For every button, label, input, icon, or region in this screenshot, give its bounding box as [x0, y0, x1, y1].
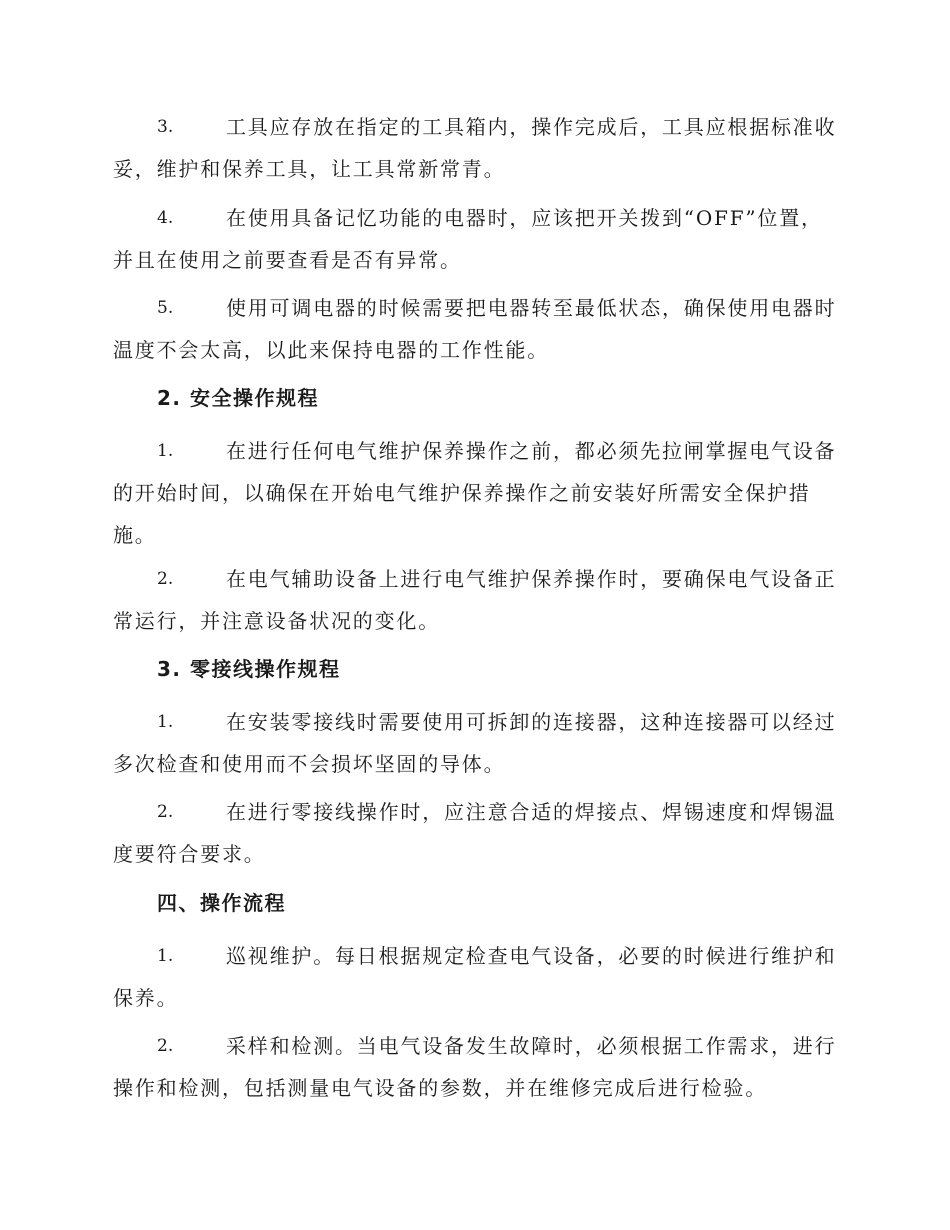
- item-text: 在安装零接线时需要使用可拆卸的连接器，这种连接器可以经过: [226, 710, 837, 734]
- item-text: 温度不会太高，以此来保持电器的工作性能。: [113, 338, 549, 362]
- item-text: 施。: [113, 523, 157, 547]
- item-number: 1.: [157, 712, 174, 732]
- item-text: 工具应存放在指定的工具箱内，操作完成后，工具应根据标准收: [226, 115, 837, 139]
- item-text: 使用可调电器的时候需要把电器转至最低状态，确保使用电器时: [226, 296, 837, 320]
- item-text: 多次检查和使用而不会损坏坚固的导体。: [113, 752, 506, 776]
- section-heading: 2. 安全操作规程: [157, 386, 319, 410]
- section-heading: 3. 零接线操作规程: [157, 657, 341, 681]
- list-item: [113, 558, 837, 642]
- item-text: 在使用具备记忆功能的电器时，应该把开关拨到“OFF”位置，: [226, 206, 823, 230]
- item-text: 操作和检测，包括测量电气设备的参数，并在维修完成后进行检验。: [113, 1076, 767, 1100]
- list-item: [113, 791, 837, 875]
- item-text: 采样和检测。当电气设备发生故障时，必须根据工作需求，进行: [226, 1034, 837, 1058]
- item-number: 1.: [157, 946, 174, 966]
- item-number: 2.: [157, 569, 174, 589]
- item-number: 5.: [157, 298, 174, 318]
- list-item: [113, 701, 837, 785]
- list-item: [113, 197, 833, 281]
- list-item: [113, 287, 837, 371]
- item-text: 在进行任何电气维护保养操作之前，都必须先拉闸掌握电气设备: [226, 439, 837, 463]
- list-item: [113, 430, 837, 556]
- item-number: 2.: [157, 802, 174, 822]
- item-text: 保养。: [113, 986, 179, 1010]
- item-number: 1.: [157, 441, 174, 461]
- item-number: 4.: [157, 208, 174, 228]
- list-item: [113, 935, 837, 1019]
- item-text: 度要符合要求。: [113, 842, 266, 866]
- item-text: 常运行，并注意设备状况的变化。: [113, 609, 440, 633]
- item-text: 妥，维护和保养工具，让工具常新常青。: [113, 157, 506, 181]
- item-text: 在电气辅助设备上进行电气维护保养操作时，要确保电气设备正: [226, 567, 837, 591]
- item-number: 2.: [157, 1036, 174, 1056]
- item-text: 巡视维护。每日根据规定检查电气设备，必要的时候进行维护和: [226, 944, 837, 968]
- section-heading: 四、操作流程: [157, 891, 286, 915]
- list-item: [113, 106, 837, 190]
- item-number: 3.: [157, 117, 174, 137]
- item-text: 并且在使用之前要查看是否有异常。: [113, 248, 462, 272]
- item-text: 在进行零接线操作时，应注意合适的焊接点、焊锡速度和焊锡温: [226, 800, 837, 824]
- list-item: [113, 1025, 837, 1109]
- item-text: 的开始时间，以确保在开始电气维护保养操作之前安装好所需安全保护措: [113, 481, 811, 505]
